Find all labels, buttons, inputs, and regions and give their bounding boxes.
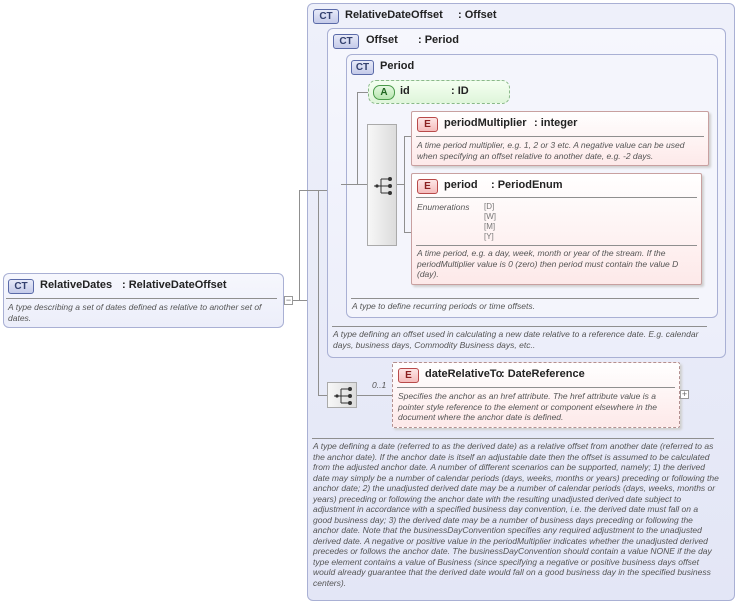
date-relative-to-description: Specifies the anchor as an href attribute. The href attribute value is a pointer style reference to the element or component elsewhere in the document where the anchor date is defined. xyxy=(398,391,657,422)
relative-dates-type: : RelativeDateOffset xyxy=(122,279,227,291)
enum-value: [Y] xyxy=(484,232,494,241)
offset-type: : Period xyxy=(418,34,459,46)
enum-value: [D] xyxy=(484,202,495,211)
element-badge: E xyxy=(417,179,438,194)
period-multiplier-type: : integer xyxy=(534,117,578,129)
element-badge: E xyxy=(398,368,419,383)
period-type-name: Period xyxy=(380,60,415,72)
date-relative-to-type: : DateReference xyxy=(501,368,585,380)
relative-date-offset-type: : Offset xyxy=(458,9,497,21)
cardinality-label: 0..1 xyxy=(372,380,387,390)
relative-dates-node[interactable] xyxy=(3,273,284,328)
attribute-badge: A xyxy=(373,85,395,100)
complex-type-badge: CT xyxy=(313,9,339,24)
relative-dates-description: A type describing a set of dates defined as relative to another set of dates. xyxy=(8,302,262,323)
offset-description: A type defining an offset used in calculating a new date relative to a reference date. E.g. calendar days, business days, Commodity Business days, etc.. xyxy=(333,329,699,350)
element-badge: E xyxy=(417,117,438,132)
period-multiplier-description: A time period multiplier, e.g. 1, 2 or 3 etc. A negative value can be used when specifying an offset relative to another date, e.g. -2 days. xyxy=(417,140,685,161)
period-element-type: : PeriodEnum xyxy=(491,179,563,191)
enum-value: [W] xyxy=(484,212,496,221)
period-type-description: A type to define recurring periods or time offsets. xyxy=(352,301,535,311)
id-attribute[interactable] xyxy=(368,80,510,104)
date-relative-to-element[interactable] xyxy=(392,362,680,428)
period-element[interactable] xyxy=(411,173,702,285)
complex-type-badge: CT xyxy=(333,34,359,49)
id-attribute-type: : ID xyxy=(451,85,469,97)
date-relative-to-name: dateRelativeTo xyxy=(425,368,503,380)
sequence-compositor[interactable] xyxy=(327,382,357,408)
complex-type-badge: CT xyxy=(351,60,374,75)
relative-date-offset-description: A type defining a date (referred to as the derived date) as a relative offset from another date (referred to as the anchor date). If the anchor date is itself an adjustable date then the offset is assumed to be calculated from the adjusted anchor date. A number of different scenarios can be supported, namely; 1) the derived date may simply be a number of calendar periods (days, weeks, months or years) preceding or following the anchor date; 2) the unadjusted derived date may be a number of calendar periods (days, weeks, months or years) preceding or following the anchor date with the resulting unadjusted derived date subject to adjustment in accordance with a specified business day convention, i.e. the derived date must fall on a good business day; 3) the derived date may be a number of business days preceding or following the anchor date. Note that the businessDayConvention specifies any required adjustment to the unadjusted derived date. A negative or positive value in the periodMultiplier indicates whether the unadjusted derived precedes or follows the anchor date. The businessDayConvention should contain a value NONE if the day type element contains a value of Business (since specifying a negative or positive business days offset would already guarantee that the derived date would fall on a good business day in the specified business centers). xyxy=(313,441,719,588)
period-multiplier-name: periodMultiplier xyxy=(444,117,527,129)
enum-value: [M] xyxy=(484,222,496,231)
period-element-name: period xyxy=(444,179,478,191)
sequence-icon xyxy=(333,386,355,406)
enumerations-label: Enumerations xyxy=(417,202,470,212)
id-attribute-name: id xyxy=(400,85,410,97)
relative-dates-name: RelativeDates xyxy=(40,279,113,291)
complex-type-badge: CT xyxy=(8,279,34,294)
relative-date-offset-name: RelativeDateOffset xyxy=(345,9,443,21)
offset-name: Offset xyxy=(366,34,398,46)
expand-toggle[interactable]: + xyxy=(681,389,688,399)
collapse-toggle[interactable]: − xyxy=(285,295,292,305)
sequence-compositor[interactable] xyxy=(367,124,397,246)
period-multiplier-element[interactable] xyxy=(411,111,709,166)
sequence-icon xyxy=(373,176,395,196)
period-element-description: A time period, e.g. a day, week, month or year of the stream. If the periodMultiplier value is 0 (zero) then period must contain the value D (day). xyxy=(417,248,679,279)
